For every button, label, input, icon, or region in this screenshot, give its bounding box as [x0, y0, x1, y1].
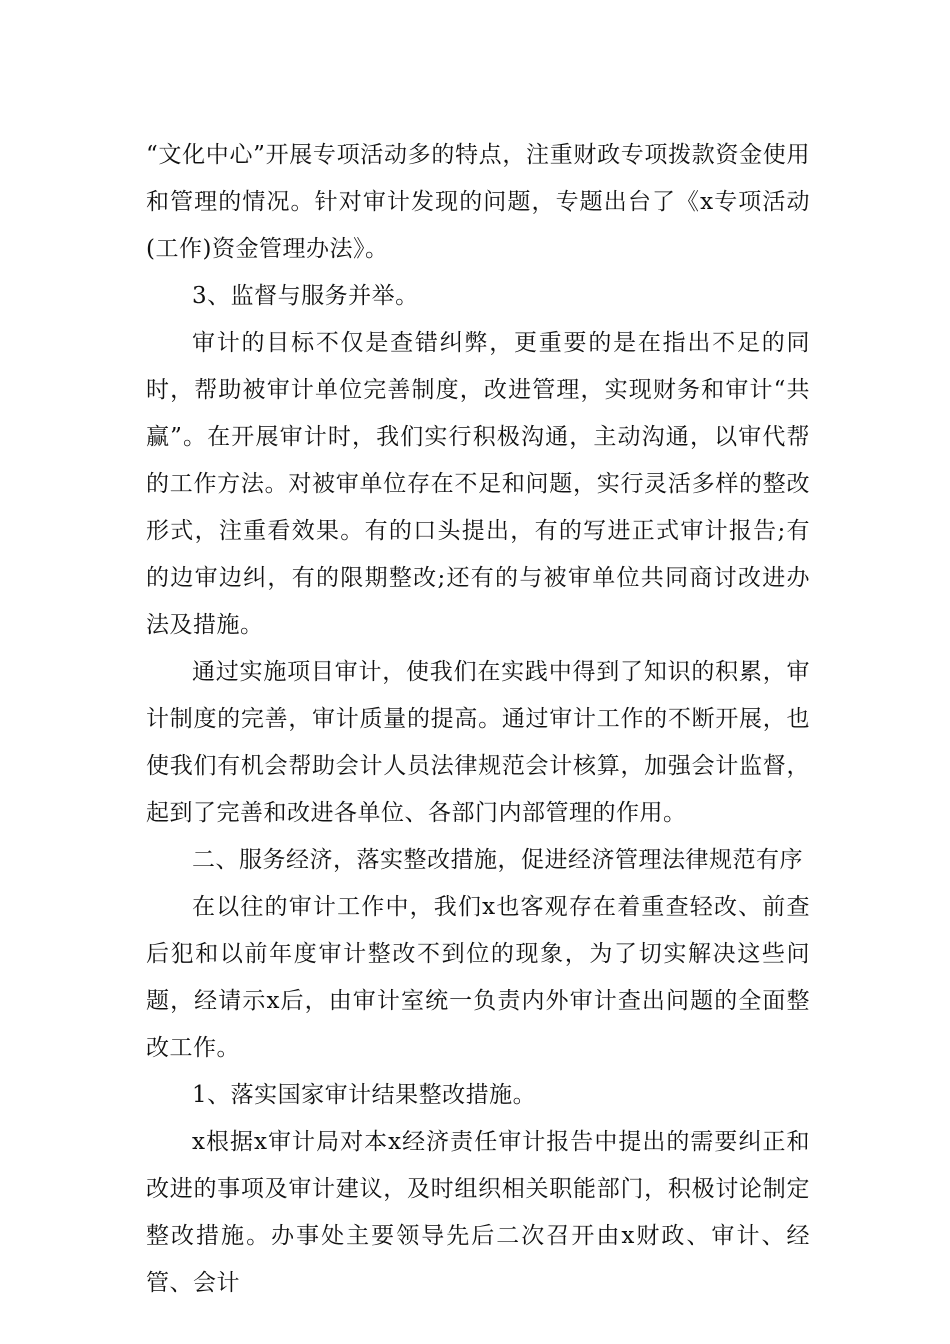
heading-serve-economy: 二、服务经济，落实整改措施，促进经济管理法律规范有序	[192, 847, 803, 873]
paragraph-audit-goals: 审计的目标不仅是查错纠弊，更重要的是在指出不足的同时，帮助被审计单位完善制度，改进管理，实现财务和审计“共赢”。在开展审计时，我们实行积极沟通，主动沟通，以审代帮的工作方法。对被审单位存在不足和问题，实行灵活多样的整改形式，注重看效果。有的口头提出，有的写进正式审计报告;有的边审边纠，有的限期整改;还有的与被审单位共同商讨改进办法及措施。	[146, 330, 810, 638]
document-body	[146, 132, 810, 1307]
paragraph-project-audit-results: 通过实施项目审计，使我们在实践中得到了知识的积累，审计制度的完善，审计质量的提高。通过审计工作的不断开展，也使我们有机会帮助会计人员法律规范会计核算，加强会计监督，起到了完善和改进各单位、各部门内部管理的作用。	[146, 659, 810, 826]
paragraph-culture-center-funds: “文化中心”开展专项活动多的特点，注重财政专项拨款资金使用和管理的情况。针对审计发现的问题，专题出台了《x专项活动(工作)资金管理办法》。	[146, 142, 810, 262]
paragraph-rectification-work: 在以往的审计工作中，我们x也客观存在着重查轻改、前查后犯和以前年度审计整改不到位的现象，为了切实解决这些问题，经请示x后，由审计室统一负责内外审计查出问题的全面整改工作。	[146, 894, 810, 1061]
heading-national-audit-rectification: 1、落实国家审计结果整改措施。	[192, 1082, 537, 1108]
paragraph-audit-bureau-report: x根据x审计局对本x经济责任审计报告中提出的需要纠正和改进的事项及审计建议，及时组织相关职能部门，积极讨论制定整改措施。办事处主要领导先后二次召开由x财政、审计、经管、会计	[146, 1129, 810, 1296]
heading-supervision-and-service: 3、监督与服务并举。	[192, 283, 419, 309]
